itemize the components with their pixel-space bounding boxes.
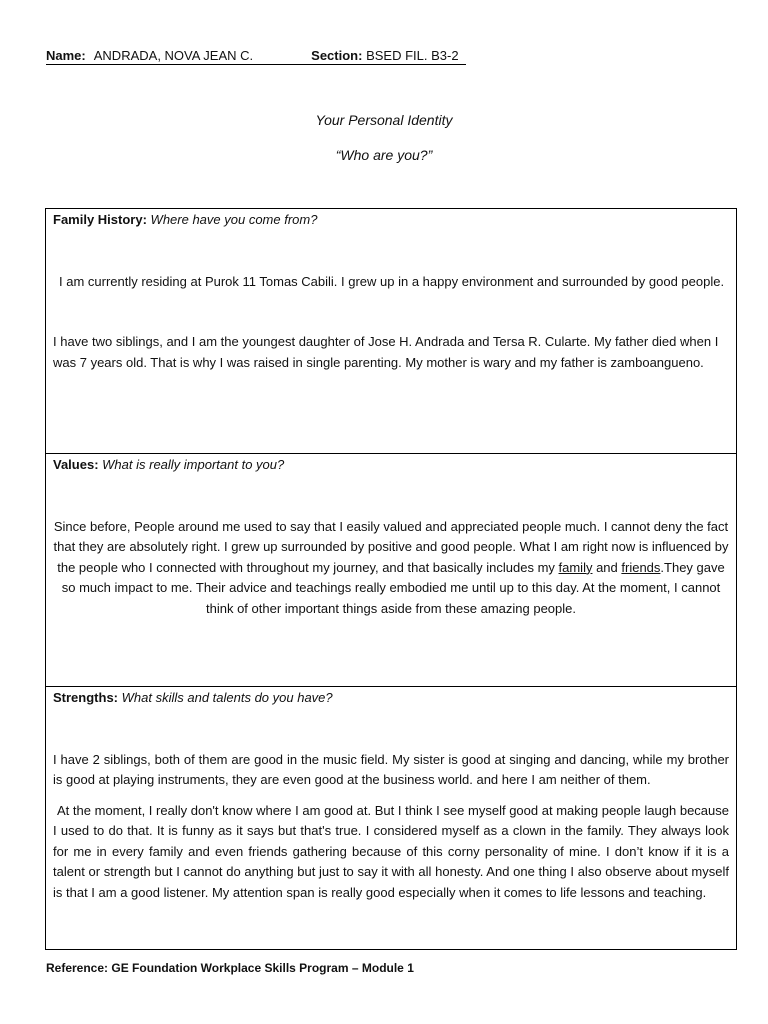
page-title: Your Personal Identity xyxy=(315,112,453,128)
values-cell xyxy=(46,454,737,687)
strengths-paragraph-2: At the moment, I really don't know where I am good at. But I think I see myself good at making people laugh because I used to do that. It is funny as it says but that's true. I considered myself as a clown in the family. They always look for me in every family and even friends gathering because of this corny personality of mine. I don’t know if it is a talent or strength but I cannot do anything but just to say it with all honesty. And one thing I also observe about myself is that I am a good listener. My attention span is really good especially when it comes to life lessons and teaching. xyxy=(53,802,729,900)
page-subtitle: “Who are you?” xyxy=(335,147,433,163)
values-label: Values: xyxy=(53,457,99,472)
family-history-paragraph-1: I am currently residing at Purok 11 Tomas Cabili. I grew up in a happy environment and surrounded by good people. xyxy=(59,273,725,289)
strengths-row xyxy=(46,687,737,950)
family-history-paragraph-2: I have two siblings, and I am the youngest daughter of Jose H. Andrada and Tersa R. Cularte. My father died when I was 7 years old. That is why I was raised in single parenting. My mother is wary and my father is zamboangueno. xyxy=(53,334,719,370)
name-label: Name: xyxy=(46,48,86,63)
family-history-question: Where have you come from? xyxy=(150,212,318,227)
section-value: BSED FIL. B3-2 xyxy=(366,48,459,63)
family-history-row xyxy=(46,209,737,454)
name-value: ANDRADA, NOVA JEAN C. xyxy=(93,48,254,63)
family-underlined: family xyxy=(558,559,593,575)
family-history-cell xyxy=(46,209,737,454)
family-history-label: Family History: xyxy=(53,212,147,227)
friends-underlined: friends xyxy=(621,559,661,575)
reference-footer: Reference: GE Foundation Workplace Skills Program – Module 1 xyxy=(46,961,414,975)
section-label: Section: xyxy=(311,48,363,63)
values-heading xyxy=(53,455,729,476)
strengths-cell xyxy=(46,687,737,950)
strengths-label: Strengths: xyxy=(53,690,118,705)
student-header xyxy=(46,48,466,65)
strengths-heading xyxy=(53,688,729,709)
family-history-heading xyxy=(53,210,729,231)
values-row xyxy=(46,454,737,687)
strengths-paragraph-1: I have 2 siblings, both of them are good in the music field. My sister is good at singing and dancing, while my brother is good at playing instruments, they are even good at the business world. and here I am neither of them. xyxy=(53,751,729,787)
values-question: What is really important to you? xyxy=(102,457,285,472)
strengths-question: What skills and talents do you have? xyxy=(121,690,333,705)
identity-table xyxy=(45,208,737,950)
values-paragraph: Since before, People around me used to say that I easily valued and appreciated people much. I cannot deny the fact that they are absolutely right. I grew up surrounded by positive and good people. What I am right now is influenced by the people who I connected with throughout my journey, and that basically includes my family and friends.They gave so much impact to me. Their advice and teachings really embodied me until up to this day. At the moment, I cannot think of other important things aside from these amazing people. xyxy=(53,518,729,616)
